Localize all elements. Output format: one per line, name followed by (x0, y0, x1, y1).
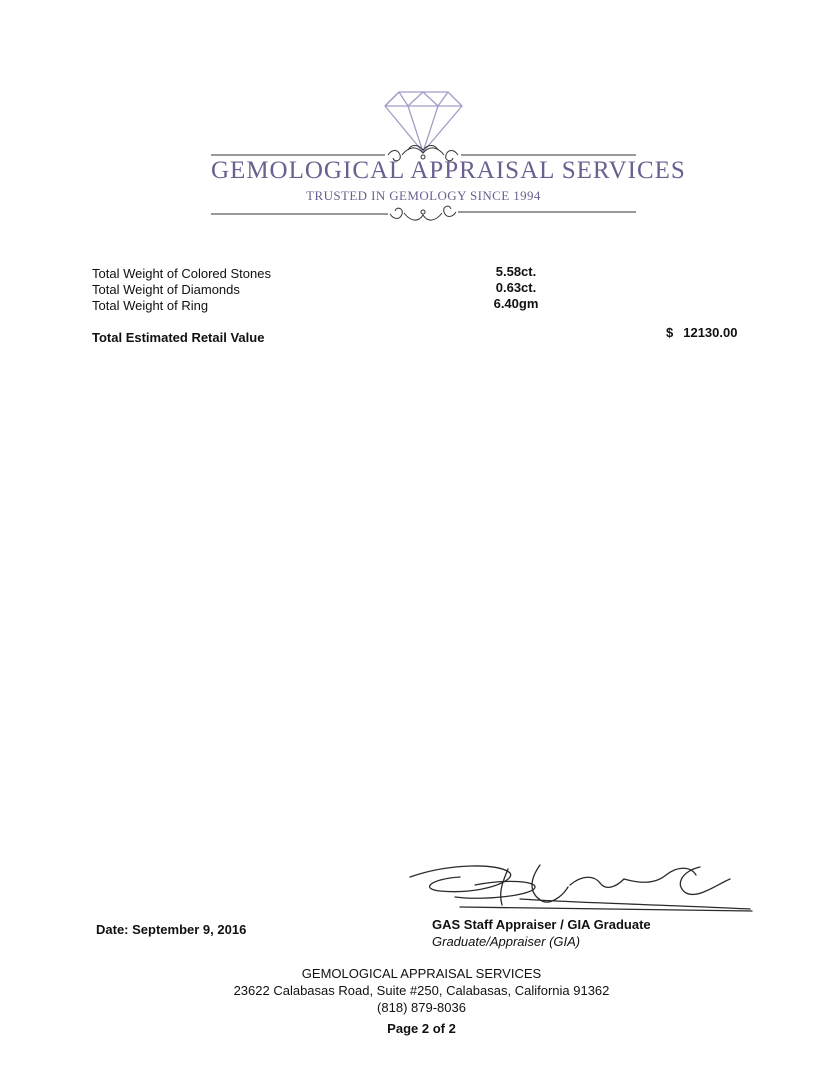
company-name: GEMOLOGICAL APPRAISAL SERVICES (211, 157, 686, 184)
page-number: Page 2 of 2 (387, 1021, 456, 1036)
letterhead-graphic (0, 0, 829, 240)
footer-address: 23622 Calabasas Road, Suite #250, Calabasas, California 91362 (233, 983, 610, 998)
weight-value-ring: 6.40gm (493, 296, 539, 311)
diamond-icon (385, 92, 462, 152)
footer-phone: (818) 879-8036 (377, 1000, 466, 1015)
appraiser-title: GAS Staff Appraiser / GIA Graduate (432, 917, 651, 932)
weight-value-diamonds: 0.63ct. (495, 280, 537, 295)
weight-label-diamonds: Total Weight of Diamonds (92, 282, 240, 297)
appraisal-date: Date: September 9, 2016 (96, 922, 247, 937)
weight-label-ring: Total Weight of Ring (92, 298, 209, 313)
handwritten-signature (400, 855, 760, 917)
total-value (666, 325, 737, 340)
appraiser-credential: Graduate/Appraiser (GIA) (432, 934, 581, 949)
total-amount: 12130.00 (683, 325, 738, 340)
weight-value-colored-stones: 5.58ct. (495, 264, 537, 279)
currency-symbol: $ (666, 325, 674, 340)
weight-label-colored-stones: Total Weight of Colored Stones (92, 266, 271, 281)
company-tagline: TRUSTED IN GEMOLOGY SINCE 1994 (306, 188, 541, 203)
scroll-ornament-icon (211, 206, 636, 220)
footer-company: GEMOLOGICAL APPRAISAL SERVICES (301, 966, 542, 981)
total-value-label: Total Estimated Retail Value (92, 330, 265, 345)
